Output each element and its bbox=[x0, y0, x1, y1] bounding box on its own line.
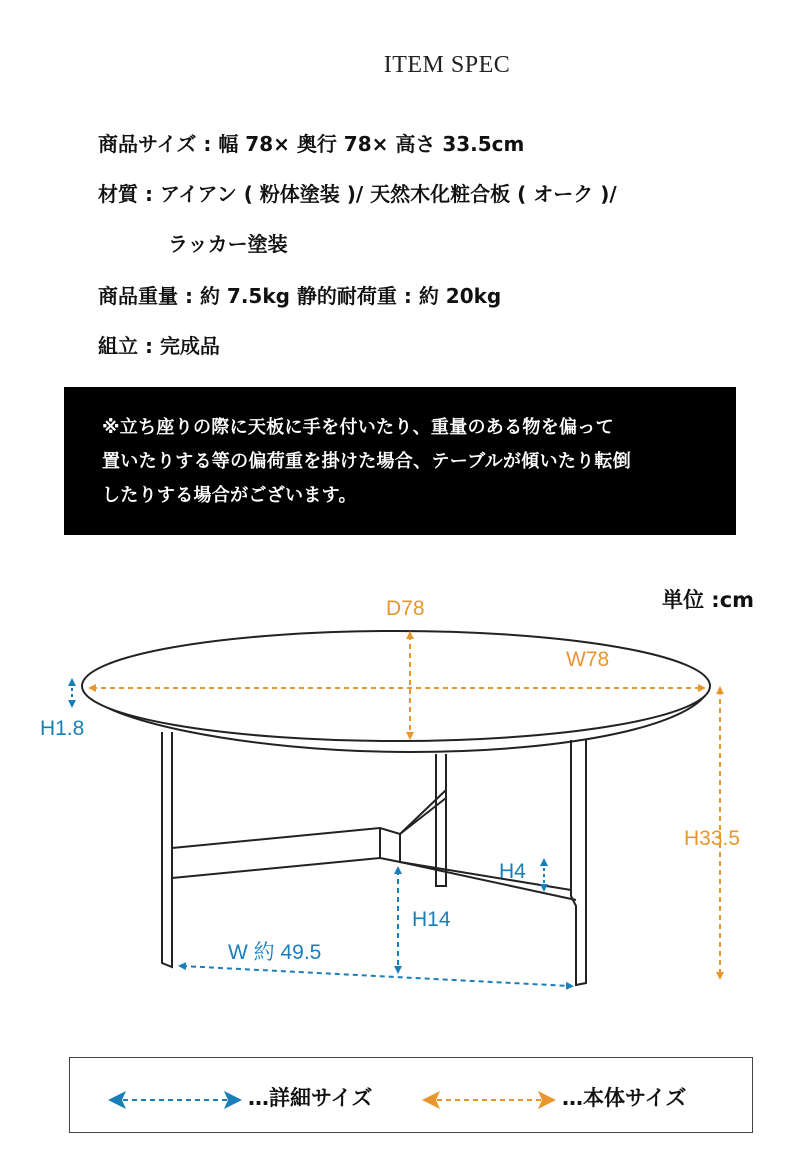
legend-detail-label: …詳細サイズ bbox=[248, 1086, 373, 1110]
spec-material-cont: ラッカー塗装 bbox=[168, 232, 288, 256]
legend-box bbox=[69, 1057, 753, 1133]
spec-material-value: アイアン ( 粉体塗装 )/ 天然木化粧合板 ( オーク )/ bbox=[159, 182, 617, 206]
legend-body-label: …本体サイズ bbox=[562, 1086, 687, 1110]
base-bar-height-label: H4 bbox=[499, 860, 526, 883]
table-leg bbox=[571, 740, 586, 985]
top-thickness-label: H1.8 bbox=[40, 717, 85, 740]
table-top bbox=[82, 631, 710, 741]
base-clearance-label: H14 bbox=[412, 908, 451, 931]
depth-label: D78 bbox=[386, 597, 425, 620]
page-title: ITEM SPEC bbox=[383, 52, 511, 78]
spec-size-value: 幅 78× 奥行 78× 高さ 33.5cm bbox=[218, 132, 525, 156]
spec-weight-label: 商品重量 : bbox=[98, 284, 200, 308]
spec-size-label: 商品サイズ : bbox=[98, 132, 219, 156]
notice-line: ※立ち座りの際に天板に手を付いたり、重量のある物を偏って bbox=[102, 417, 614, 438]
total-height-label: H33.5 bbox=[684, 827, 741, 850]
spec-weight-value: 約 7.5kg 静的耐荷重 : 約 20kg bbox=[199, 284, 502, 308]
unit-label: 単位 :cm bbox=[662, 588, 755, 612]
base-width-label: W 約 49.5 bbox=[228, 941, 322, 964]
table-leg bbox=[436, 754, 446, 886]
table-leg bbox=[162, 732, 172, 967]
notice-line: 置いたりする等の偏荷重を掛けた場合、テーブルが傾いたり転倒 bbox=[102, 451, 632, 472]
width-label: W78 bbox=[566, 648, 610, 671]
table-base-frame bbox=[380, 798, 571, 890]
spec-assembly-label: 組立 : bbox=[98, 334, 160, 358]
spec-material-label: 材質 : bbox=[98, 182, 160, 206]
base-width-arrow bbox=[182, 966, 570, 986]
table-illustration bbox=[82, 631, 710, 985]
table-base-frame bbox=[172, 790, 576, 900]
spec-assembly-value: 完成品 bbox=[159, 334, 220, 358]
notice-line: したりする場合がございます。 bbox=[102, 485, 357, 506]
